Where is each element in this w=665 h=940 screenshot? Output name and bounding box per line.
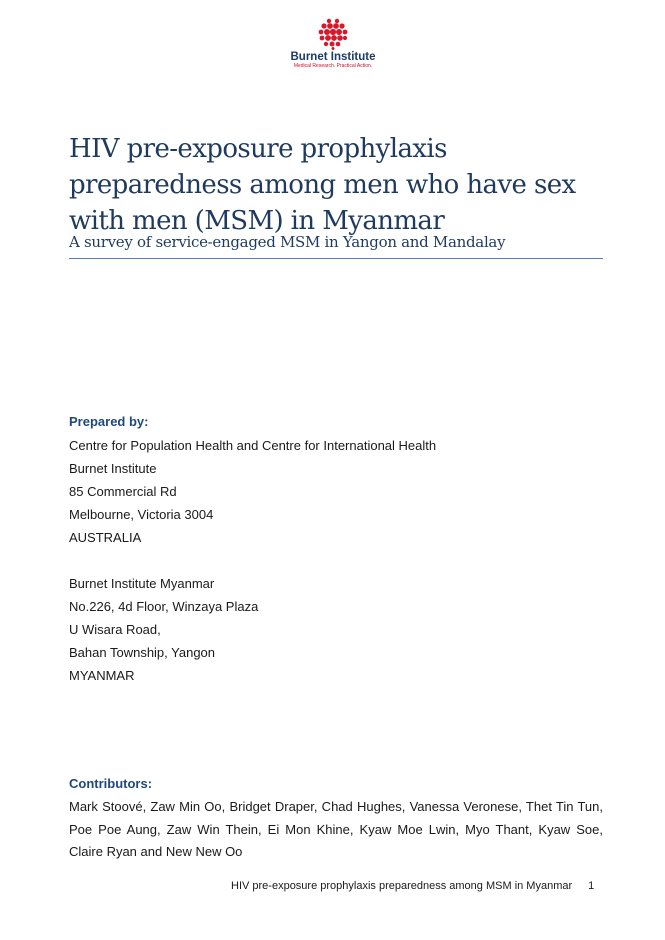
document-subtitle: A survey of service-engaged MSM in Yangon and Mandalay: [69, 233, 506, 251]
address-line: Melbourne, Victoria 3004: [69, 507, 214, 522]
address-line: AUSTRALIA: [69, 530, 142, 545]
address-line: No.226, 4d Floor, Winzaya Plaza: [69, 599, 259, 614]
address-line: Burnet Institute Myanmar: [69, 576, 215, 591]
footer-running-title: HIV pre-exposure prophylaxis preparedness among MSM in Myanmar: [231, 880, 573, 892]
page-number: 1: [588, 880, 595, 892]
address-australia: [69, 434, 436, 549]
prepared-by-heading: Prepared by:: [69, 414, 149, 429]
title-line-1: HIV pre-exposure prophylaxis: [69, 134, 447, 164]
logo-name: Burnet Institute: [290, 51, 376, 63]
address-line: 85 Commercial Rd: [69, 484, 177, 499]
document-title: [69, 131, 629, 239]
address-line: Centre for Population Health and Centre for International Health: [69, 438, 437, 453]
title-line-3: with men (MSM) in Myanmar: [69, 206, 445, 236]
address-line: Bahan Township, Yangon: [69, 645, 216, 660]
contributors-list: Mark Stoové, Zaw Min Oo, Bridget Draper, Chad Hughes, Vanessa Veronese, Thet Tin Tun, Poe Poe Aung, Zaw Win Thein, Ei Mon Khine, Kyaw Moe Lwin, Myo Thant, Kyaw Soe, Claire Ryan and New New Oo: [69, 799, 603, 859]
logo-tagline: Medical Research. Practical Action.: [293, 63, 373, 69]
burnet-globe-icon: [316, 18, 350, 50]
burnet-logo: [278, 18, 388, 69]
contributors-heading: Contributors:: [69, 776, 153, 791]
title-line-2: preparedness among men who have sex: [69, 170, 576, 200]
address-line: U Wisara Road,: [69, 622, 161, 637]
page-footer: [231, 880, 594, 892]
address-line: MYANMAR: [69, 668, 135, 683]
address-line: Burnet Institute: [69, 461, 157, 476]
address-myanmar: [69, 572, 258, 687]
title-divider: [69, 258, 603, 259]
